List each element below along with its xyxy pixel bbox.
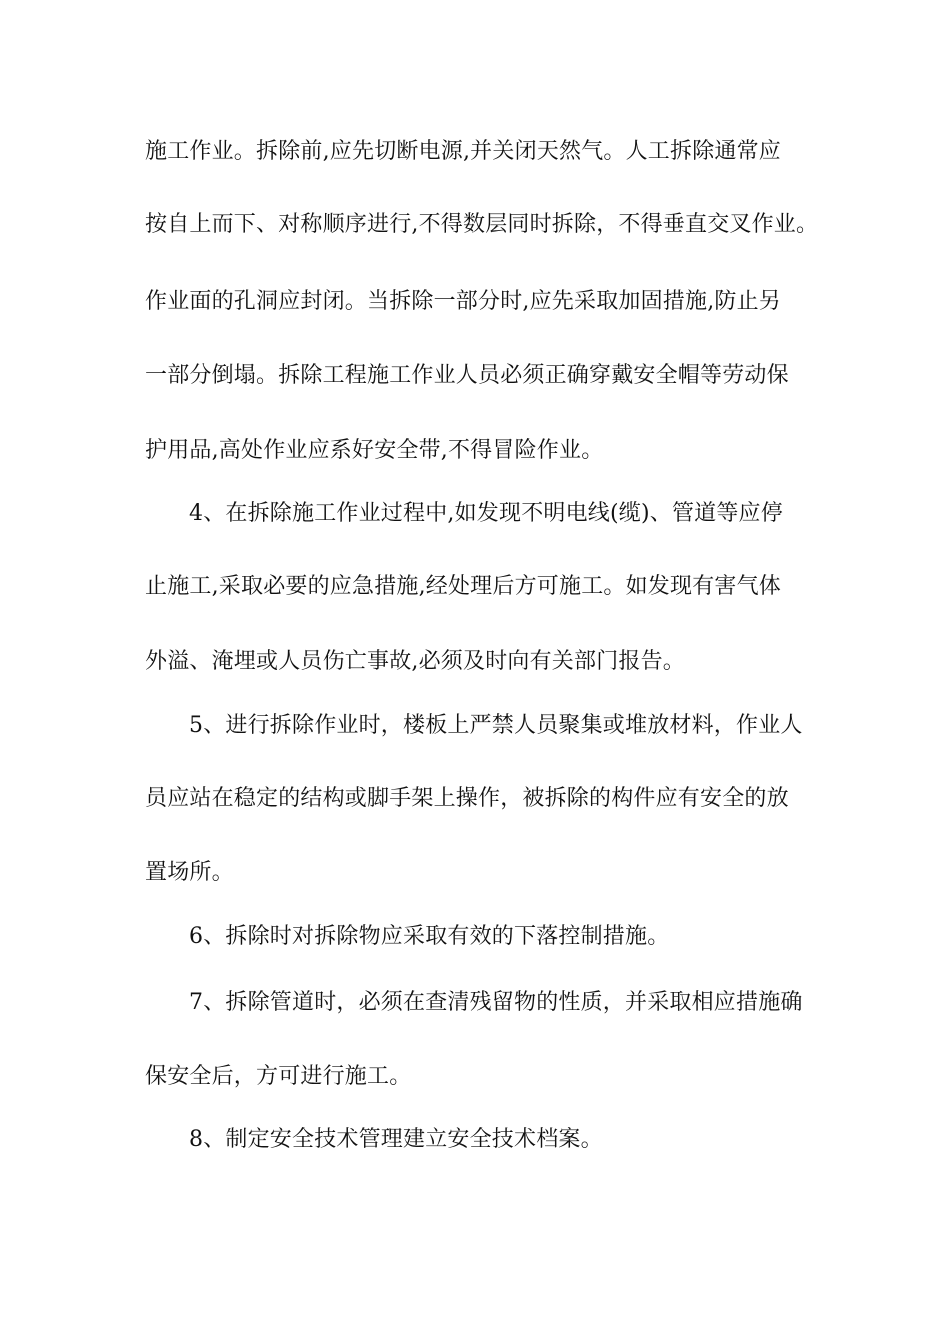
item-6-line-1: 6、拆除时对拆除物应采取有效的下落控制措施。	[189, 924, 670, 949]
text-line-5: 护用品,高处作业应系好安全带,不得冒险作业。	[145, 438, 604, 463]
text-line-2: 按自上而下、对称顺序进行,不得数层同时拆除，不得垂直交叉作业。	[145, 212, 819, 237]
item-4-line-3: 外溢、淹埋或人员伤亡事故,必须及时向有关部门报告。	[145, 649, 685, 674]
item-4-line-1: 4、在拆除施工作业过程中,如发现不明电线(缆)、管道等应停	[189, 501, 783, 526]
text-line-1: 施工作业。拆除前,应先切断电源,并关闭天然气。人工拆除通常应	[145, 139, 781, 164]
text-line-3: 作业面的孔洞应封闭。当拆除一部分时,应先采取加固措施,防止另	[145, 289, 781, 314]
item-4-line-2: 止施工,采取必要的应急措施,经处理后方可施工。如发现有害气体	[145, 574, 781, 599]
text-line-4: 一部分倒塌。拆除工程施工作业人员必须正确穿戴安全帽等劳动保	[145, 363, 789, 388]
item-5-line-2: 员应站在稳定的结构或脚手架上操作，被拆除的构件应有安全的放	[145, 786, 789, 811]
item-7-line-1: 7、拆除管道时，必须在查清残留物的性质，并采取相应措施确	[189, 990, 803, 1015]
item-5-line-1: 5、进行拆除作业时，楼板上严禁人员聚集或堆放材料，作业人	[189, 713, 803, 738]
item-7-line-2: 保安全后，方可进行施工。	[145, 1064, 412, 1089]
item-8-line-1: 8、制定安全技术管理建立安全技术档案。	[189, 1127, 603, 1152]
item-5-line-3: 置场所。	[145, 860, 234, 885]
